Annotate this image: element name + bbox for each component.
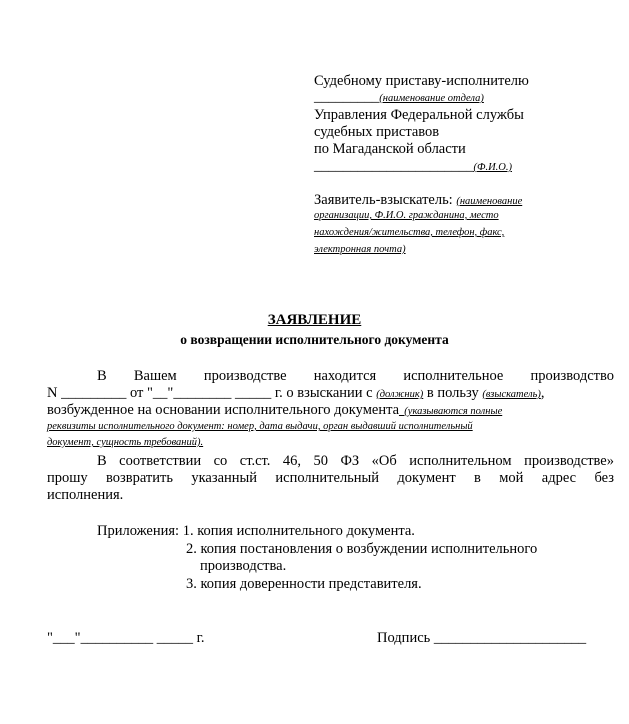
addressee-bailiff: Судебному приставу-исполнителю <box>314 73 529 89</box>
applicant-hint-4: электронная почта) <box>314 244 406 255</box>
attachments-label: Приложения: <box>97 523 183 539</box>
department-hint: (наименование отдела) <box>379 93 484 104</box>
debtor-hint: (должник) <box>376 389 424 400</box>
document-details-hint-2: реквизиты исполнительного документ: номер, дата выдачи, орган выдавший исполнительный <box>47 421 473 432</box>
p1-case-details: N _________ от "__"________ _____ г. о взыскании с <box>47 385 377 401</box>
date-field: "___"__________ _____ г. <box>47 630 205 646</box>
document-details-hint-3: документ, сущность требований). <box>47 437 204 448</box>
fio-line <box>314 158 512 176</box>
attachment-item-3: 3. копия доверенности представителя. <box>186 576 422 592</box>
attachment-item-1: 1. копия исполнительного документа. <box>182 523 415 539</box>
signature-blank: _____________________ <box>433 630 587 646</box>
p1-in-favor: в пользу <box>423 385 483 401</box>
document-details-hint: _(указываются полные <box>399 406 503 417</box>
applicant-label: Заявитель-взыскатель: <box>314 192 457 208</box>
p2-line-3: исполнения. <box>47 487 124 503</box>
fio-hint: (Ф.И.О.) <box>473 162 512 173</box>
p1-line-2 <box>47 385 544 403</box>
document-subtitle: о возвращении исполнительного документа <box>180 332 449 347</box>
fssp-line-2: судебных приставов <box>314 124 440 140</box>
p1-line-3 <box>47 402 502 420</box>
creditor-hint: (взыскатель) <box>482 389 541 400</box>
p1-line-1: В Вашем производстве находится исполнительное производство <box>97 368 614 384</box>
department-line <box>314 89 484 107</box>
fssp-line-1: Управления Федеральной службы <box>314 107 524 123</box>
p2-line-2: прошу возвратить указанный исполнительный документ в мой адрес без <box>47 470 614 486</box>
p1-comma: , <box>540 385 545 401</box>
p1-based-on: возбужденное на основании исполнительного документа <box>47 402 400 418</box>
applicant-hint-1: (наименование <box>456 196 523 207</box>
signature-label: Подпись <box>377 630 434 646</box>
p2-line-1: В соответствии со ст.ст. 46, 50 ФЗ «Об исполнительном производстве» <box>97 453 614 469</box>
department-blank: _________ <box>314 89 380 105</box>
applicant-hint-2: организации, Ф.И.О. гражданина, место <box>314 210 499 221</box>
attachment-item-2: 2. копия постановления о возбуждении исполнительного <box>186 541 538 557</box>
attachments-line-1 <box>97 523 415 540</box>
fio-blank: ______________________ <box>314 158 474 174</box>
applicant-hint-3: нахождения/жительства, телефон, факс, <box>314 227 505 238</box>
fssp-line-3: по Магаданской области <box>314 141 466 157</box>
attachment-item-2-cont: производства. <box>200 558 287 574</box>
applicant-line <box>314 192 522 210</box>
signature-line <box>377 630 586 647</box>
document-title: ЗАЯВЛЕНИЕ <box>267 312 362 328</box>
